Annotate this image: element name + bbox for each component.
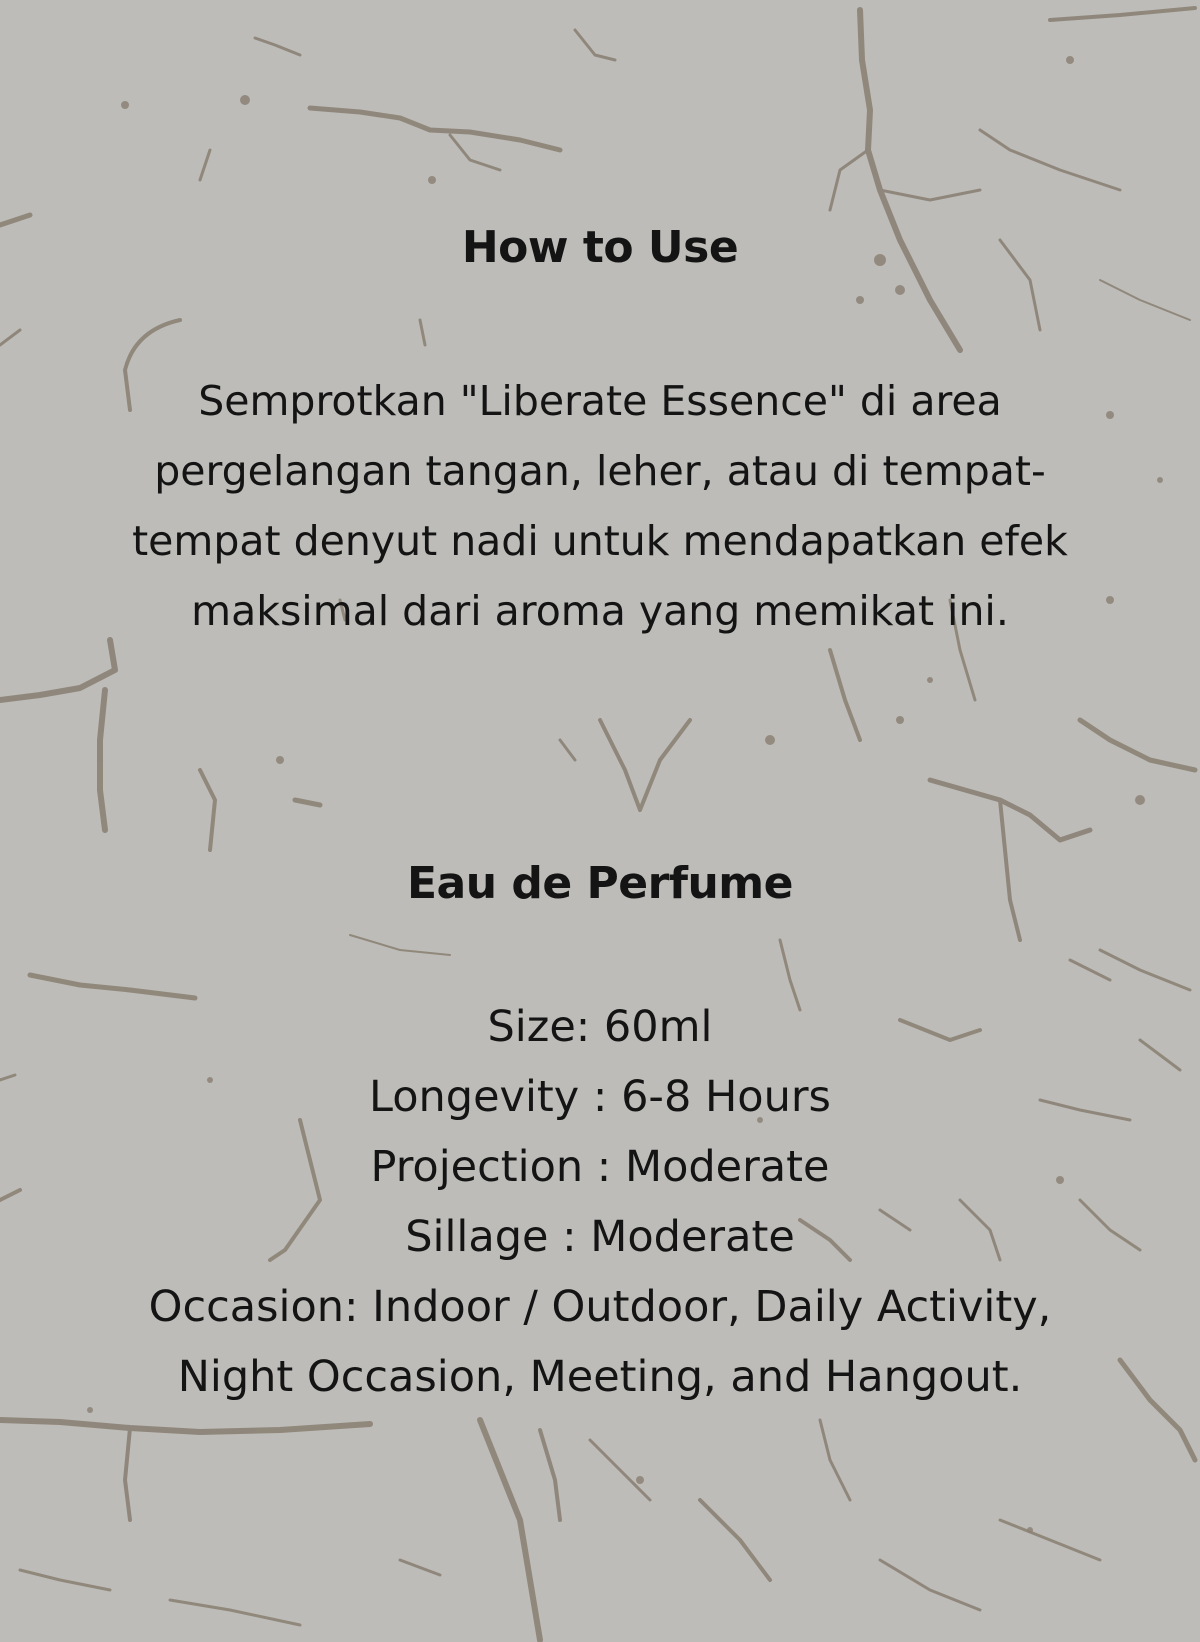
spec-size: Size: 60ml (487, 1002, 713, 1052)
how-to-use-line: pergelangan tangan, leher, atau di tempat- (154, 447, 1046, 495)
product-type-title: Eau de Perfume (407, 858, 793, 909)
how-to-use-line: maksimal dari aroma yang memikat ini. (191, 587, 1009, 635)
how-to-use-title: How to Use (461, 222, 739, 273)
how-to-use-line: tempat denyut nadi untuk mendapatkan efek (132, 517, 1068, 565)
spec-projection: Projection : Moderate (370, 1142, 830, 1192)
how-to-use-line: Semprotkan "Liberate Essence" di area (198, 377, 1002, 425)
spec-sillage: Sillage : Moderate (405, 1212, 795, 1262)
spec-longevity: Longevity : 6-8 Hours (369, 1072, 831, 1122)
how-to-use-paragraph (60, 366, 1140, 646)
spec-occasion-continued: Night Occasion, Meeting, and Hangout. (177, 1352, 1023, 1402)
product-specs-list (40, 992, 1160, 1412)
spec-occasion: Occasion: Indoor / Outdoor, Daily Activity, (148, 1282, 1052, 1332)
